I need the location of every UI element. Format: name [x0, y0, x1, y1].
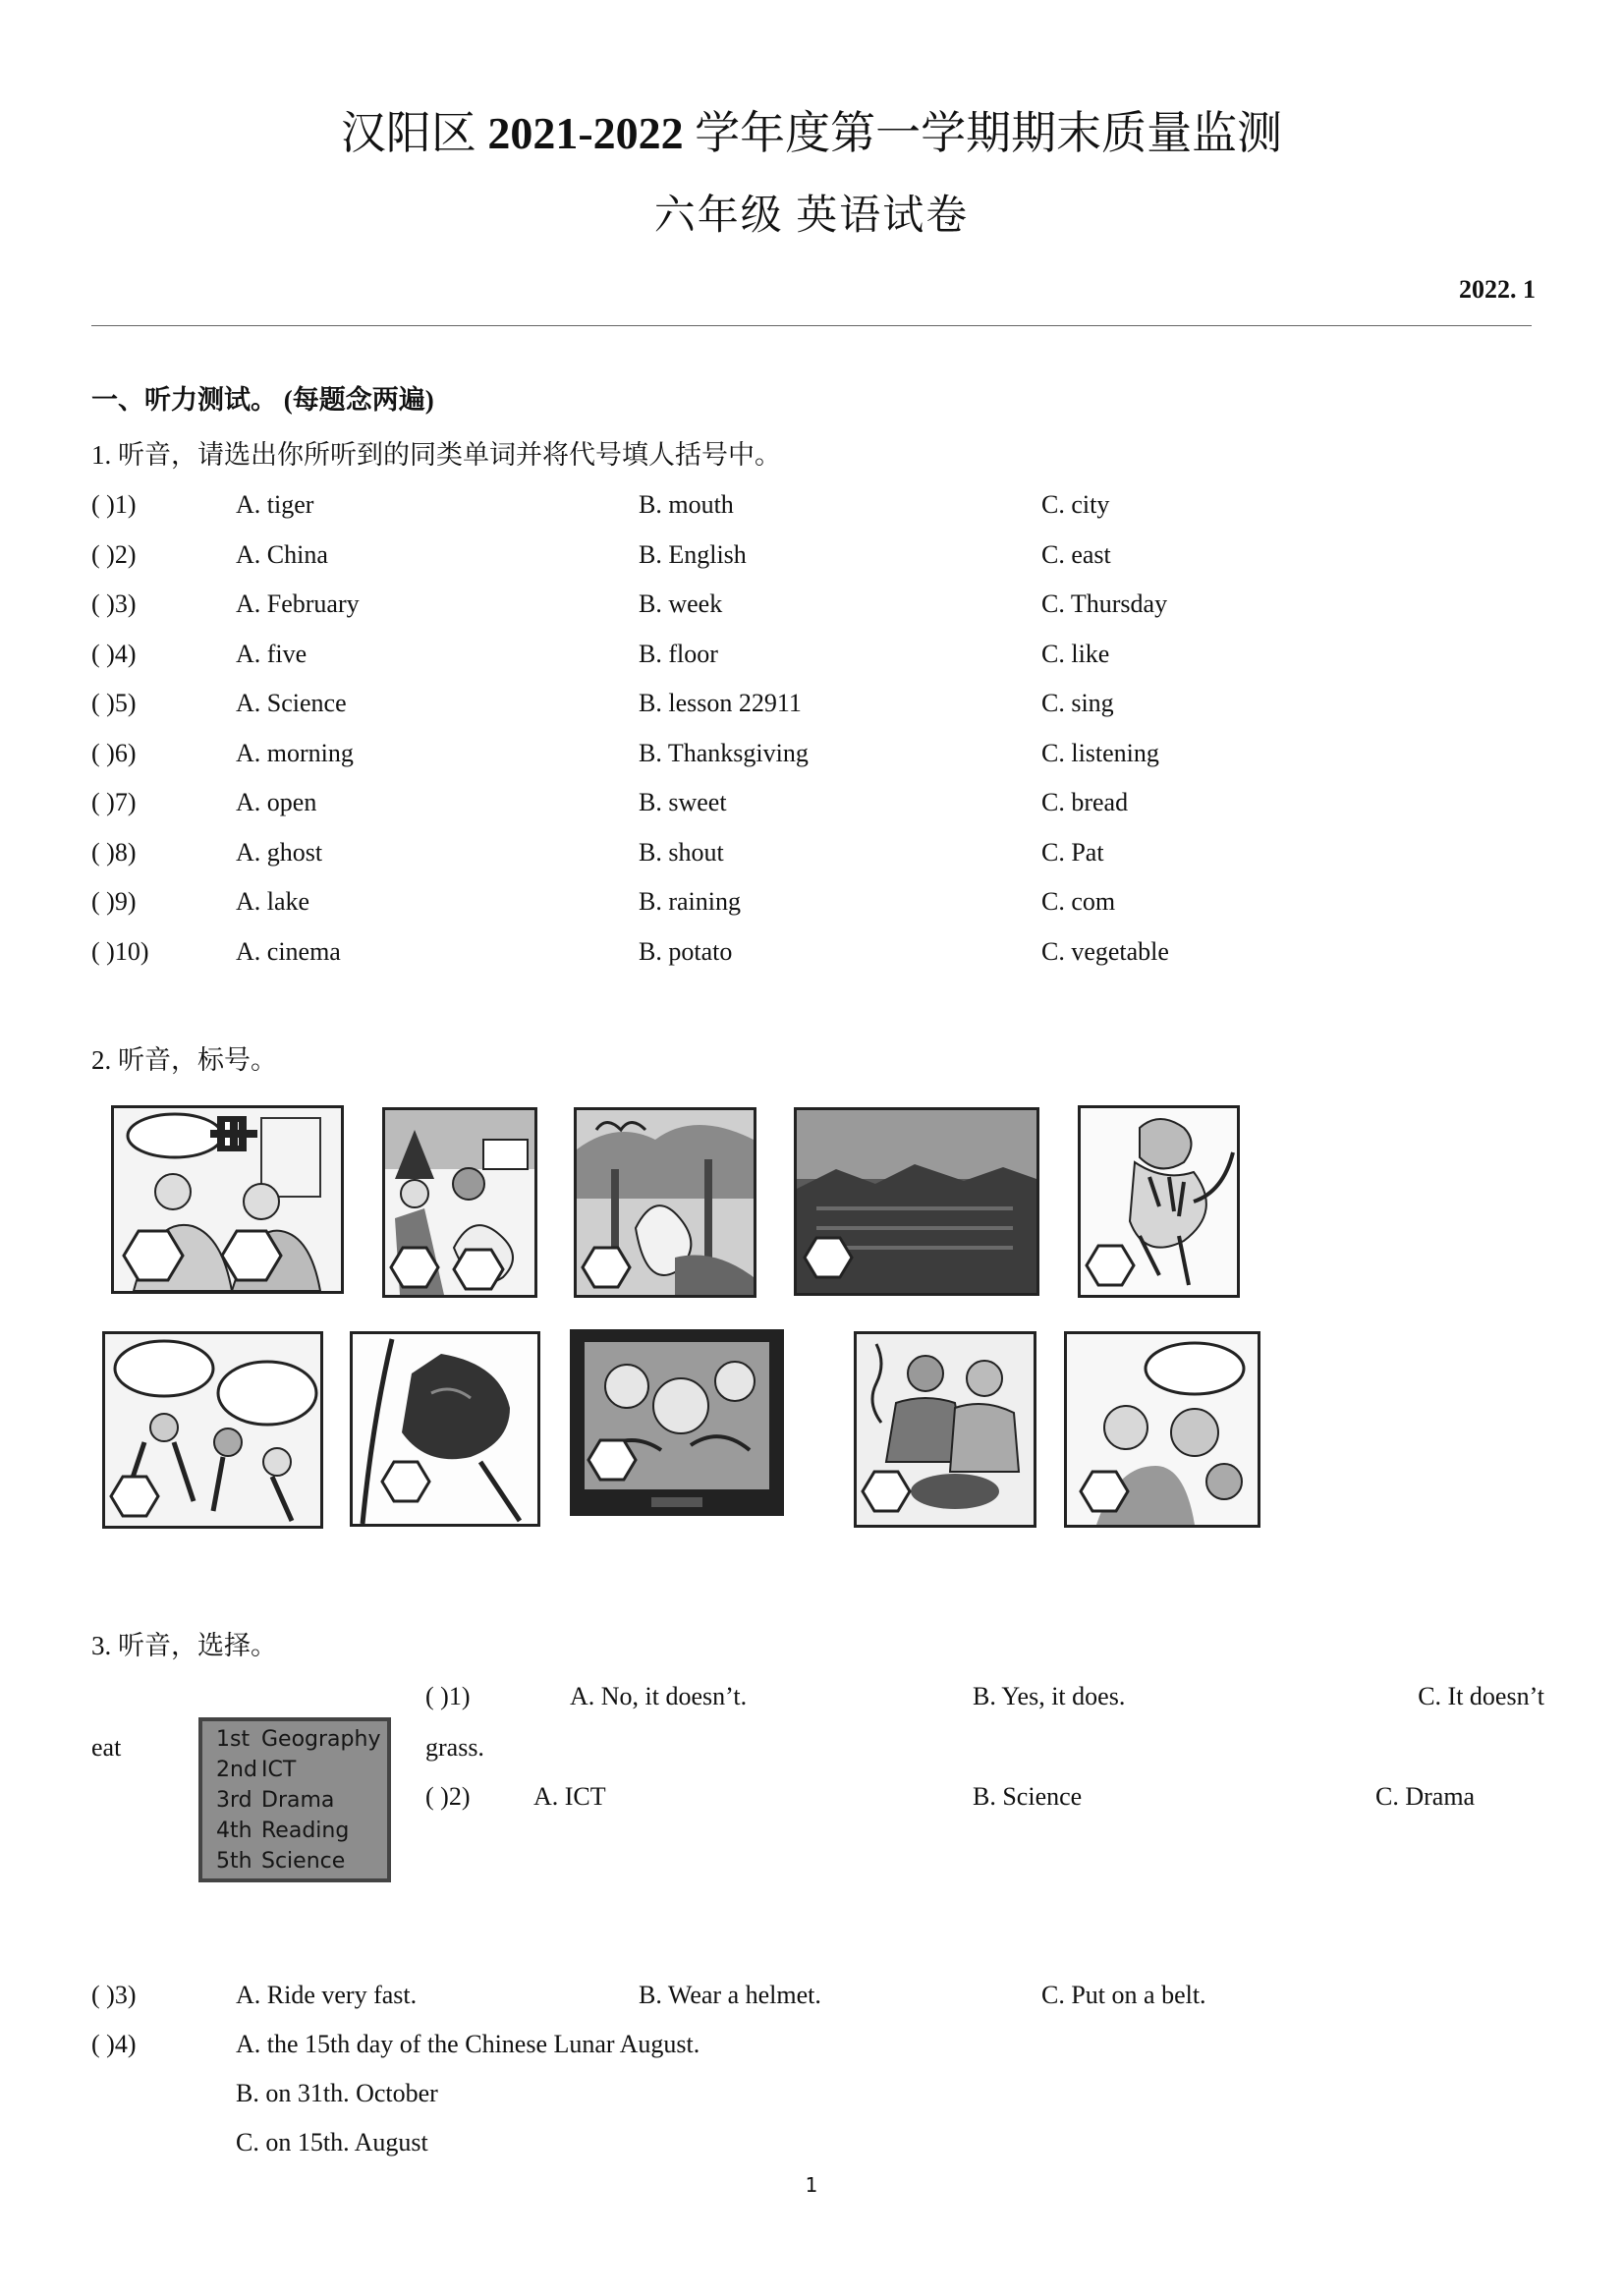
q1-3-option-b: B. week [639, 589, 723, 618]
q1-8-label: ( )8) [91, 837, 137, 867]
q3-1-option-c-end: eat [91, 1733, 122, 1762]
schedule-period: 3rd [216, 1788, 252, 1813]
q1-9-option-a: A. lake [236, 887, 310, 916]
schedule-period: 4th [216, 1819, 252, 1843]
q1-3-label: ( )3) [91, 589, 137, 618]
q3-3-option-b: B. Wear a helmet. [639, 1981, 821, 2009]
q3-4-option-b: B. on 31th. October [236, 2079, 438, 2107]
schedule-subject: Drama [261, 1788, 335, 1813]
q1-5-label: ( )5) [91, 689, 137, 717]
schedule-subject: Geography [261, 1727, 381, 1752]
schedule-subject: Reading [261, 1819, 350, 1843]
q3-2-option-a: A. ICT [533, 1782, 606, 1811]
q1-7-option-c: C. bread [1041, 788, 1129, 816]
q3-4-label: ( )4) [91, 2030, 137, 2058]
q1-6-option-c: C. listening [1041, 738, 1159, 767]
exam-title: 汉阳区 2021-2022 学年度第一学期期末质量监测 [340, 108, 1283, 158]
q3-3-option-c: C. Put on a belt. [1041, 1981, 1206, 2009]
header-divider [91, 325, 1532, 326]
q3-1-option-b: B. Yes, it does. [973, 1682, 1126, 1710]
q1-5-option-a: A. Science [236, 689, 347, 717]
q1-10-label: ( )10) [91, 936, 149, 966]
picture-panel-5 [1078, 1105, 1240, 1298]
q1-4-option-b: B. floor [639, 639, 718, 668]
q1-10-option-a: A. cinema [236, 936, 341, 966]
q1-2-option-b: B. English [639, 539, 747, 569]
q3-4-option-c: C. on 15th. August [236, 2128, 428, 2156]
part2-instruction: 2. 听音，标号。 [91, 1045, 277, 1075]
schedule-period: 5th [216, 1849, 252, 1874]
picture-panel-10 [1064, 1331, 1260, 1528]
class-schedule-card [198, 1717, 391, 1882]
q3-1-option-c-end-2: grass. [425, 1733, 484, 1762]
schedule-subject: Science [261, 1849, 346, 1874]
q1-2-label: ( )2) [91, 539, 137, 569]
q3-2-option-b: B. Science [973, 1782, 1083, 1811]
picture-panel-2 [382, 1107, 537, 1298]
q1-1-label: ( )1) [91, 490, 137, 519]
section-heading: 一、听力测试。 (每题念两遍) [91, 385, 434, 415]
q1-4-label: ( )4) [91, 639, 137, 668]
q1-4-option-a: A. five [236, 639, 308, 668]
q3-1-label: ( )1) [425, 1682, 471, 1710]
q1-2-option-a: A. China [236, 539, 328, 569]
q1-10-option-b: B. potato [639, 936, 733, 966]
q1-6-option-a: A. morning [236, 738, 354, 767]
q1-4-option-c: C. like [1041, 639, 1110, 668]
q3-1-option-a: A. No, it doesn’t. [570, 1682, 748, 1710]
picture-panel-4 [794, 1107, 1039, 1296]
schedule-row [216, 1758, 296, 1782]
q1-7-option-b: B. sweet [639, 788, 727, 816]
q3-3-option-a: A. Ride very fast. [236, 1981, 418, 2009]
q3-2-option-c: C. Drama [1375, 1782, 1476, 1811]
q1-7-label: ( )7) [91, 788, 137, 816]
q1-10-option-c: C. vegetable [1041, 936, 1169, 966]
picture-panel-8 [570, 1329, 784, 1516]
q1-6-label: ( )6) [91, 738, 137, 767]
picture-panel-6 [102, 1331, 323, 1529]
q3-1-option-c-start: C. It doesn’t [1418, 1682, 1544, 1710]
q1-1-option-c: C. city [1041, 490, 1110, 519]
part3-instruction: 3. 听音，选择。 [91, 1631, 277, 1660]
schedule-row [216, 1819, 349, 1843]
q3-3-label: ( )3) [91, 1981, 137, 2009]
q1-9-label: ( )9) [91, 887, 137, 916]
q1-6-option-b: B. Thanksgiving [639, 738, 809, 767]
q1-2-option-c: C. east [1041, 539, 1111, 569]
exam-date: 2022. 1 [1459, 275, 1536, 304]
q1-1-option-b: B. mouth [639, 490, 734, 519]
q1-5-option-b: B. lesson 22911 [639, 689, 802, 717]
q1-8-option-a: A. ghost [236, 837, 323, 867]
schedule-subject: ICT [261, 1758, 297, 1782]
q1-8-option-c: C. Pat [1041, 837, 1104, 867]
q1-9-option-c: C. com [1041, 887, 1116, 916]
schedule-row [216, 1727, 380, 1752]
schedule-period: 1st [216, 1727, 251, 1752]
q1-7-option-a: A. open [236, 788, 317, 816]
picture-panel-1 [111, 1105, 344, 1294]
schedule-period: 2nd [216, 1758, 257, 1782]
schedule-row [216, 1849, 345, 1874]
part1-instruction: 1. 听音，请选出你所听到的同类单词并将代号填人括号中。 [91, 440, 781, 470]
q1-5-option-c: C. sing [1041, 689, 1114, 717]
q3-4-option-a: A. the 15th day of the Chinese Lunar August. [236, 2030, 700, 2058]
q1-1-option-a: A. tiger [236, 490, 314, 519]
q3-2-label: ( )2) [425, 1782, 471, 1811]
q1-9-option-b: B. raining [639, 887, 741, 916]
q1-3-option-a: A. February [236, 589, 360, 618]
picture-panel-7 [350, 1331, 540, 1527]
q1-8-option-b: B. shout [639, 837, 724, 867]
picture-panel-9 [854, 1331, 1036, 1528]
q1-3-option-c: C. Thursday [1041, 589, 1168, 618]
exam-subtitle: 六年级 英语试卷 [653, 194, 970, 239]
schedule-row [216, 1788, 334, 1813]
page-number: 1 [805, 2173, 818, 2197]
picture-panel-3 [574, 1107, 756, 1298]
